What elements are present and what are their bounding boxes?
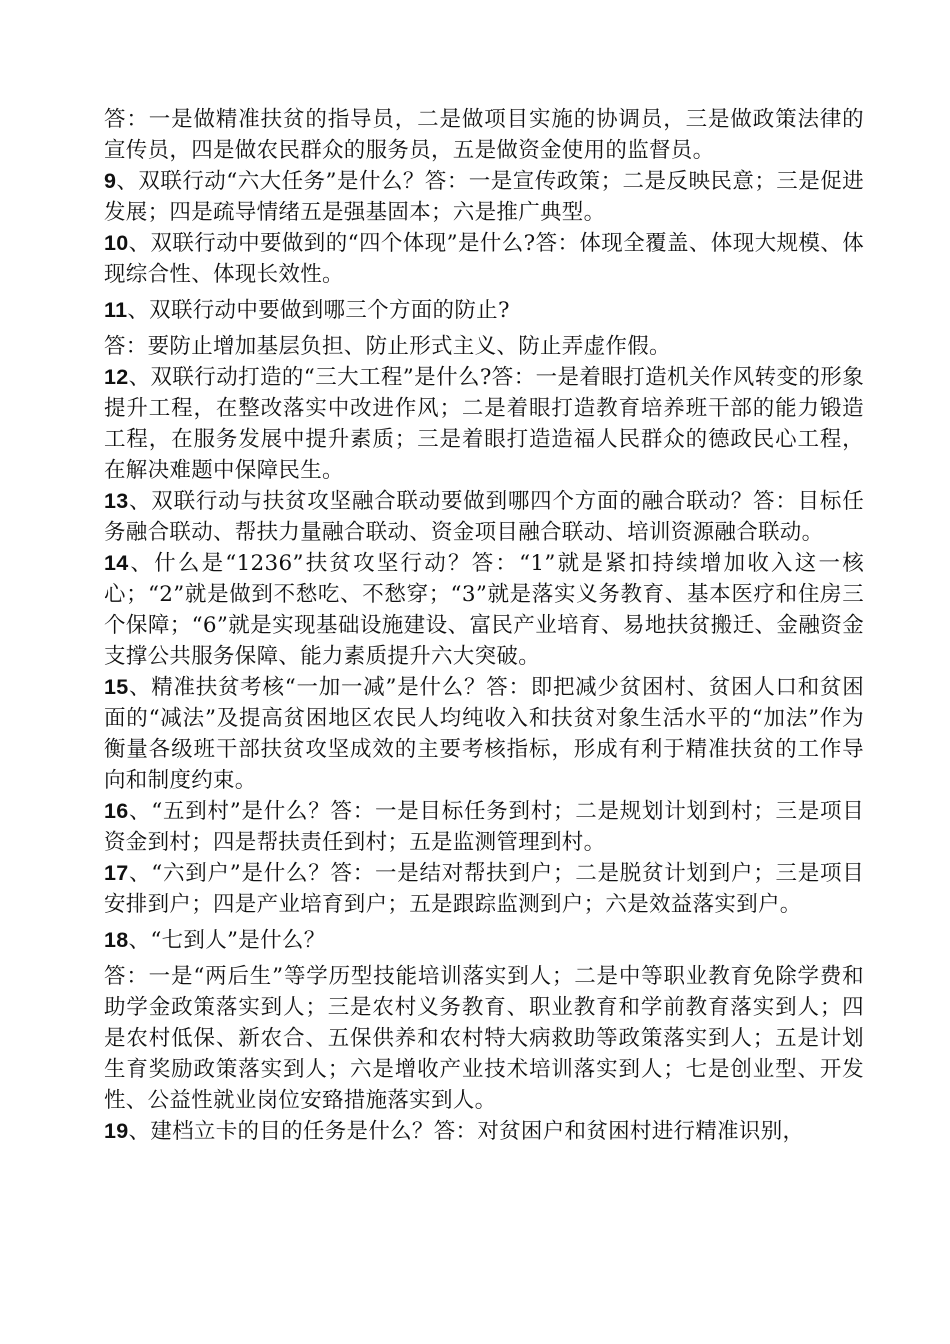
paragraph-item-16 bbox=[104, 796, 864, 858]
item-number: 17 bbox=[104, 861, 129, 885]
paragraph-text: 、“七到人”是什么？ bbox=[128, 928, 326, 953]
paragraph-text: 、双联行动中要做到的“四个体现”是什么?答：体现全覆盖、体现大规模、体现综合性、体现长效性。 bbox=[104, 231, 864, 287]
paragraph-answer-11 bbox=[104, 331, 864, 362]
item-number: 18 bbox=[104, 928, 129, 952]
paragraph-answer-18 bbox=[104, 961, 864, 1116]
paragraph-answer-8 bbox=[104, 104, 864, 166]
paragraph-item-10 bbox=[104, 228, 864, 290]
paragraph-item-14 bbox=[104, 548, 864, 672]
item-number: 10 bbox=[104, 231, 129, 255]
item-number: 11 bbox=[104, 298, 128, 322]
document-page bbox=[104, 104, 864, 1147]
item-number: 15 bbox=[104, 675, 129, 699]
paragraph-item-15 bbox=[104, 672, 864, 796]
item-number: 9 bbox=[104, 169, 117, 193]
paragraph-text: 、精准扶贫考核“一加一减”是什么？答：即把减少贫困村、贫困人口和贫困面的“减法”及提高贫困地区农民人均纯收入和扶贫对象生活水平的“加法”作为衡量各级班干部扶贫攻坚成效的主要考核指标，形成有利于精准扶贫的工作导向和制度约束。 bbox=[104, 675, 864, 793]
paragraph-item-9 bbox=[104, 166, 864, 228]
item-number: 16 bbox=[104, 799, 129, 823]
paragraph-text: 、“六到户”是什么？答：一是结对帮扶到户；二是脱贫计划到户；三是项目安排到户；四是产业培育到户；五是跟踪监测到户；六是效益落实到户。 bbox=[104, 861, 864, 917]
paragraph-text: 、双联行动中要做到哪三个方面的防止? bbox=[127, 298, 510, 323]
paragraph-text: 、双联行动打造的“三大工程”是什么?答：一是着眼打造机关作风转变的形象提升工程，在整改落实中改进作风；二是着眼打造教育培养班干部的能力锻造工程，在服务发展中提升素质；三是着眼打造造福人民群众的德政民心工程，在解决难题中保障民生。 bbox=[104, 365, 864, 483]
paragraph-text: 、双联行动与扶贫攻坚融合联动要做到哪四个方面的融合联动？答：目标任务融合联动、帮扶力量融合联动、资金项目融合联动、培训资源融合联动。 bbox=[104, 489, 864, 545]
paragraph-text: 、建档立卡的目的任务是什么？答：对贫困户和贫困村进行精准识别， bbox=[128, 1119, 805, 1144]
paragraph-item-18 bbox=[104, 925, 864, 956]
paragraph-item-13 bbox=[104, 486, 864, 548]
paragraph-text: 、什么是“1236”扶贫攻坚行动？答：“1”就是紧扣持续增加收入这一核心；“2”就是做到不愁吃、不愁穿；“3”就是落实义务教育、基本医疗和住房三个保障；“6”就是实现基础设施建设、富民产业培育、易地扶贫搬迁、金融资金支撑公共服务保障、能力素质提升六大突破。 bbox=[104, 551, 864, 669]
paragraph-item-11 bbox=[104, 295, 864, 326]
paragraph-item-12 bbox=[104, 362, 864, 486]
item-number: 12 bbox=[104, 365, 129, 389]
paragraph-text: 答：一是做精准扶贫的指导员，二是做项目实施的协调员，三是做政策法律的宣传员，四是做农民群众的服务员，五是做资金使用的监督员。 bbox=[104, 107, 864, 163]
item-number: 19 bbox=[104, 1119, 129, 1143]
item-number: 14 bbox=[104, 551, 129, 575]
paragraph-text: 、“五到村”是什么？答：一是目标任务到村；二是规划计划到村；三是项目资金到村；四是帮扶责任到村；五是监测管理到村。 bbox=[104, 799, 864, 855]
paragraph-text: 、双联行动“六大任务”是什么？答：一是宣传政策；二是反映民意；三是促进发展；四是疏导情绪五是强基固本；六是推广典型。 bbox=[104, 169, 864, 225]
paragraph-text: 答：要防止增加基层负担、防止形式主义、防止弄虚作假。 bbox=[104, 334, 671, 359]
paragraph-text: 答：一是“两后生”等学历型技能培训落实到人；二是中等职业教育免除学费和助学金政策落实到人；三是农村义务教育、职业教育和学前教育落实到人；四是农村低保、新农合、五保供养和农村特大病救助等政策落实到人；五是计划生育奖励政策落实到人；六是增收产业技术培训落实到人；七是创业型、开发性、公益性就业岗位安臵措施落实到人。 bbox=[104, 964, 864, 1113]
item-number: 13 bbox=[104, 489, 129, 513]
paragraph-item-17 bbox=[104, 858, 864, 920]
paragraph-item-19 bbox=[104, 1116, 864, 1147]
